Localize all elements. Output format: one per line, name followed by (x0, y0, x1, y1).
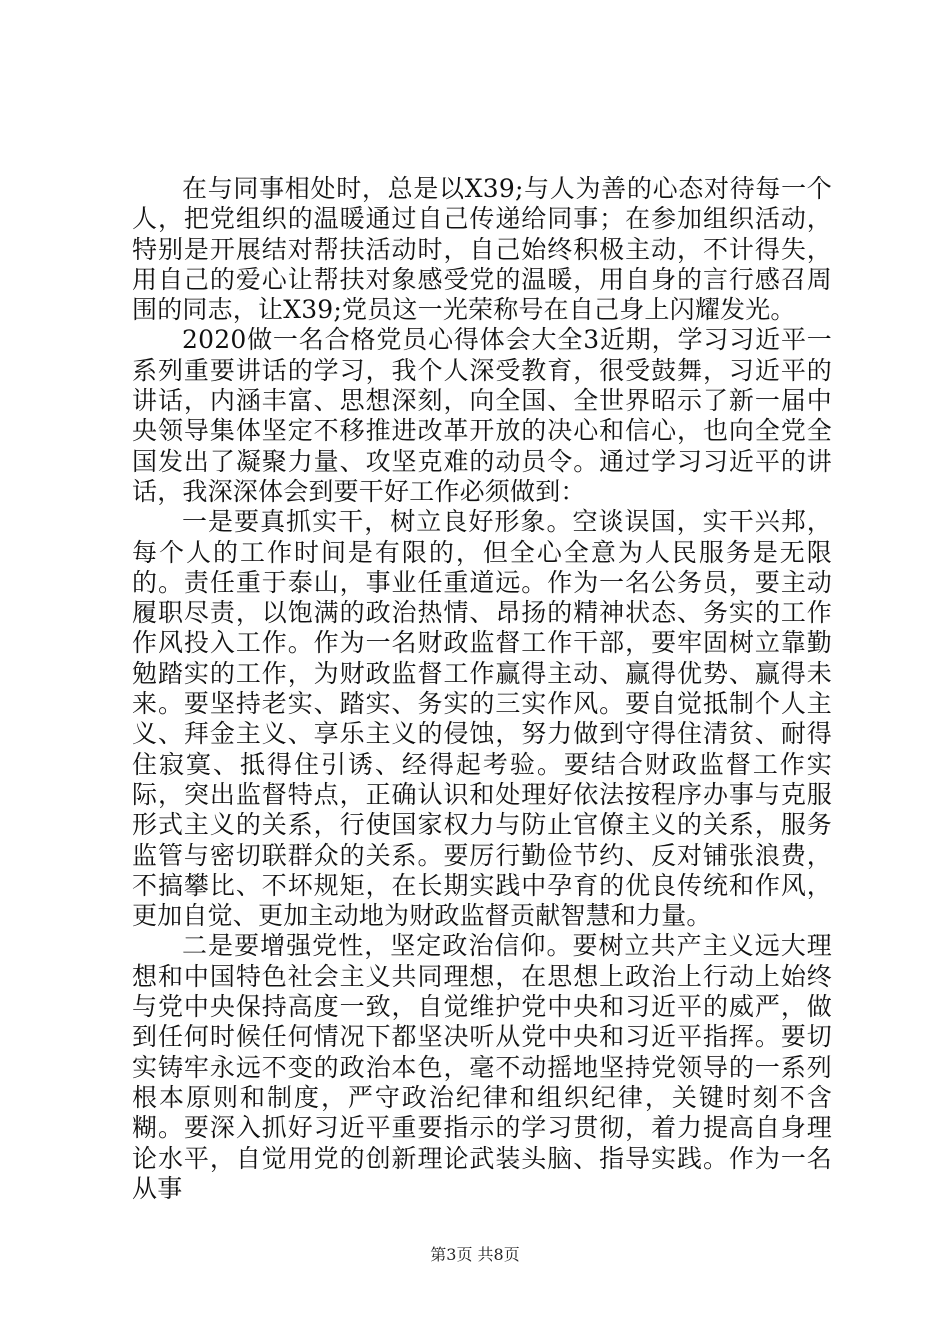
page-number-label: 第3页 共8页 (430, 1245, 520, 1264)
paragraph-3: 一是要真抓实干，树立良好形象。空谈误国，实干兴邦，每个人的工作时间是有限的，但全心全意为人民服务是无限的。责任重于泰山，事业任重道远。作为一名公务员，要主动履职尽责，以饱满的政治热情、昂扬的精神状态、务实的工作作风投入工作。作为一名财政监督工作干部，要牢固树立靠勤勉踏实的工作，为财政监督工作赢得主动、赢得优势、赢得未来。要坚持老实、踏实、务实的三实作风。要自觉抵制个人主义、拜金主义、享乐主义的侵蚀，努力做到守得住清贫、耐得住寂寞、抵得住引诱、经得起考验。要结合财政监督工作实际，突出监督特点，正确认识和处理好依法按程序办事与克服形式主义的关系，行使国家权力与防止官僚主义的关系，服务监管与密切联群众的关系。要厉行勤俭节约、反对铺张浪费，不搞攀比、不坏规矩，在长期实践中孕育的优良传统和作风，更加自觉、更加主动地为财政监督贡献智慧和力量。 (132, 507, 832, 931)
document-body (132, 174, 832, 1204)
paragraph-1: 在与同事相处时，总是以X39;与人为善的心态对待每一个人，把党组织的温暖通过自己传递给同事；在参加组织活动，特别是开展结对帮扶活动时，自己始终积极主动，不计得失，用自己的爱心让帮扶对象感受党的温暖，用自身的言行感召周围的同志，让X39;党员这一光荣称号在自己身上闪耀发光。 (132, 174, 832, 325)
paragraph-2: 2020做一名合格党员心得体会大全3近期，学习习近平一系列重要讲话的学习，我个人深受教育，很受鼓舞，习近平的讲话，内涵丰富、思想深刻，向全国、全世界昭示了新一届中央领导集体坚定不移推进改革开放的决心和信心，也向全党全国发出了凝聚力量、攻坚克难的动员令。通过学习习近平的讲话，我深深体会到要干好工作必须做到： (132, 325, 832, 506)
page-footer (0, 1245, 950, 1265)
paragraph-4: 二是要增强党性，坚定政治信仰。要树立共产主义远大理想和中国特色社会主义共同理想，在思想上政治上行动上始终与党中央保持高度一致，自觉维护党中央和习近平的威严，做到任何时候任何情况下都坚决听从党中央和习近平指挥。要切实铸牢永远不变的政治本色，毫不动摇地坚持党领导的一系列根本原则和制度，严守政治纪律和组织纪律，关键时刻不含糊。要深入抓好习近平重要指示的学习贯彻，着力提高自身理论水平，自觉用党的创新理论武装头脑、指导实践。作为一名从事 (132, 931, 832, 1203)
